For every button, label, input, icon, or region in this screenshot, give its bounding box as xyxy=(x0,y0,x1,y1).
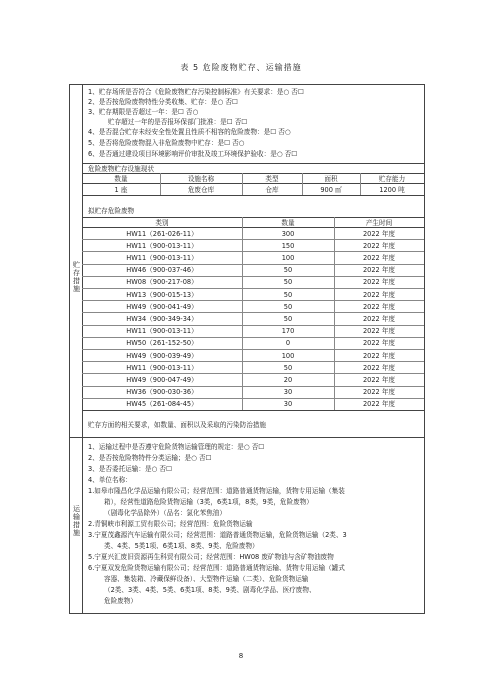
facility-header-type: 类型 xyxy=(265,175,279,183)
checklist-item: 2、是否按危险废物特性分类收集、贮存：是○ 否☐ xyxy=(88,98,238,106)
table-row-line xyxy=(82,264,424,265)
transport-item: 3、是否委托运输：是○ 否☐ xyxy=(88,465,172,473)
transport-company-line: 1.如皋市隆昌化学品运输有限公司；经营范围：道路普通货物运输，货物专用运输（集装 xyxy=(88,487,345,495)
checklist-item: 4、是否混合贮存未经安全性处置且性质不相容的危险废物：是☐ 否○ xyxy=(88,128,291,136)
transport-company-line: 3.宁夏茂鑫源汽车运输有限公司；经营范围：道路普通货物运输，危险货物运输（2类、3 xyxy=(88,531,347,539)
waste-header-category: 类别 xyxy=(155,219,169,227)
facility-heading-line xyxy=(82,173,424,174)
waste-header-top xyxy=(82,217,424,218)
facility-name: 危废仓库 xyxy=(187,186,215,194)
transport-company-line: （2类、3类、4类、5类、6类1项、8类、9类、剧毒化学品、医疗废物、 xyxy=(104,586,316,594)
transport-company-line: 5.宁夏兴汇废旧资源再生科贸有限公司；经营范围：HW08 废矿物油与含矿物油废物 xyxy=(88,553,334,561)
waste-category: HW08（900-217-08） xyxy=(126,278,198,287)
waste-time: 2022 年度 xyxy=(362,363,396,372)
transport-item: 4、单位名称： xyxy=(88,476,132,484)
waste-category: HW49（900-041-49） xyxy=(126,302,198,311)
facility-header-count: 数量 xyxy=(114,175,128,183)
transport-company-line: 容器、集装箱、冷藏保鲜设备）、大型物件运输（二类）、危险货物运输 xyxy=(104,575,309,583)
waste-quantity: 150 xyxy=(281,241,295,250)
table-row-line xyxy=(82,349,424,350)
facility-count: 1 座 xyxy=(114,186,128,194)
facility-heading: 危险废物贮存设施现状 xyxy=(88,165,154,173)
waste-category: HW11（261-026-11） xyxy=(126,229,198,238)
waste-category: HW34（900-349-34） xyxy=(126,314,198,323)
transport-item: 2、是否按危险物特件分类运输；是○ 否☐ xyxy=(88,454,212,462)
waste-time: 2022 年度 xyxy=(362,278,396,287)
waste-header-time: 产生时间 xyxy=(365,219,393,227)
facility-row-line xyxy=(82,195,424,196)
waste-quantity: 0 xyxy=(285,339,291,348)
facility-type: 仓库 xyxy=(265,186,279,194)
waste-time: 2022 年度 xyxy=(362,375,396,384)
facility-capacity: 1200 吨 xyxy=(379,186,405,194)
waste-time: 2022 年度 xyxy=(362,229,396,238)
transport-item: 1、运输过程中是否遵守危险货物运输管理的规定：是○ 否☐ xyxy=(88,443,265,451)
waste-time: 2022 年度 xyxy=(362,400,396,409)
checklist-item: 3、贮存期限是否超过一年：是☐ 否○ xyxy=(88,108,199,116)
waste-category: HW11（900-013-11） xyxy=(126,253,198,262)
transport-company-line: （剧毒化学品除外）（品名：氯化苯焦油） xyxy=(104,509,226,517)
waste-time: 2022 年度 xyxy=(362,290,396,299)
table-title: 表 5 危险废物贮存、运输措施 xyxy=(180,63,302,72)
waste-heading: 拟贮存危险废物 xyxy=(88,207,135,215)
table-row-line xyxy=(82,398,424,399)
waste-time: 2022 年度 xyxy=(362,351,396,360)
table-row-line xyxy=(82,312,424,313)
facility-header-capacity: 贮存能力 xyxy=(378,175,406,183)
table-row-line xyxy=(82,276,424,277)
waste-category: HW45（261-084-45） xyxy=(126,400,198,409)
waste-header-line xyxy=(82,227,424,228)
transport-company-line: 2.青铜峡市利源工贸有限公司；经营范围：危险货物运输 xyxy=(88,520,253,528)
waste-quantity: 30 xyxy=(283,388,293,397)
storage-transport-table xyxy=(69,84,425,614)
waste-quantity: 50 xyxy=(283,363,293,372)
waste-quantity: 50 xyxy=(283,290,293,299)
checklist-bottom-line xyxy=(82,163,424,164)
table-row-line xyxy=(82,386,424,387)
transport-company-line: 6.宁夏双发危险货物运输有限公司；经营范围：道路普通货物运输、货物专用运输（罐式 xyxy=(88,564,345,572)
waste-category: HW13（900-015-13） xyxy=(126,290,198,299)
facility-header-name: 设施名称 xyxy=(187,175,215,183)
waste-time: 2022 年度 xyxy=(362,253,396,262)
waste-category: HW11（900-013-11） xyxy=(126,241,198,250)
waste-quantity: 300 xyxy=(281,229,295,238)
table-row-line xyxy=(82,361,424,362)
waste-category: HW49（900-047-49） xyxy=(126,375,198,384)
waste-category: HW11（900-013-11） xyxy=(126,363,198,372)
transport-section-label: 运输措施 xyxy=(73,505,80,537)
waste-category: HW50（261-152-50） xyxy=(126,339,198,348)
waste-quantity: 50 xyxy=(283,266,293,275)
waste-category: HW11（900-013-11） xyxy=(126,327,198,336)
waste-time: 2022 年度 xyxy=(362,388,396,397)
waste-quantity: 50 xyxy=(283,302,293,311)
waste-time: 2022 年度 xyxy=(362,314,396,323)
table-row-line xyxy=(82,337,424,338)
storage-requirement-note: 贮存方面的相关要求，如数量、面积以及采取的污染防治措施 xyxy=(88,421,267,429)
table-row-line xyxy=(82,251,424,252)
waste-category: HW36（900-030-36） xyxy=(126,388,198,397)
waste-category: HW46（900-037-46） xyxy=(126,266,198,275)
table-row-line xyxy=(82,373,424,374)
waste-quantity: 170 xyxy=(281,327,295,336)
waste-time: 2022 年度 xyxy=(362,327,396,336)
facility-header-line xyxy=(82,183,424,184)
waste-time: 2022 年度 xyxy=(362,302,396,311)
waste-quantity: 30 xyxy=(283,400,293,409)
waste-quantity: 100 xyxy=(281,351,295,360)
table-row-line xyxy=(82,288,424,289)
waste-quantity: 50 xyxy=(283,314,293,323)
waste-quantity: 20 xyxy=(283,375,293,384)
waste-header-quantity: 数量 xyxy=(281,219,295,227)
facility-area: 900 ㎡ xyxy=(320,186,342,194)
waste-time: 2022 年度 xyxy=(362,339,396,348)
checklist-item: 6、是否通过建设项目环境影响评价审批及竣工环境保护验收：是○ 否☐ xyxy=(88,150,298,158)
waste-time: 2022 年度 xyxy=(362,266,396,275)
checklist-item: 5、是否将危险废物混入非危险废物中贮存：是☐ 否○ xyxy=(88,139,245,147)
transport-company-line: 危险废物） xyxy=(104,597,137,605)
table-row-line xyxy=(82,300,424,301)
waste-time: 2022 年度 xyxy=(362,241,396,250)
transport-company-line: 类、4类、5类1项、6类1项、8类、9类、危险废物） xyxy=(104,542,259,550)
waste-bottom-line xyxy=(82,410,424,411)
storage-section-label: 贮存措施 xyxy=(73,261,80,293)
table-row-line xyxy=(82,325,424,326)
checklist-item: 1、贮存场所是否符合《危险废物贮存污染控制标准》有关要求：是○ 否☐ xyxy=(88,88,304,96)
facility-header-area: 面积 xyxy=(324,175,338,183)
page-number: 8 xyxy=(238,652,244,660)
table-row-line xyxy=(82,239,424,240)
waste-quantity: 100 xyxy=(281,253,295,262)
transport-company-line: 箱），经营性道路危险货物运输（3类，6类1项，8类，9类，危险废物） xyxy=(104,498,313,506)
checklist-item: 贮存超过一年的是否报环保部门批准：是☐ 否☐ xyxy=(108,118,248,126)
section-divider xyxy=(70,437,424,438)
waste-category: HW49（900-039-49） xyxy=(126,351,198,360)
waste-quantity: 50 xyxy=(283,278,293,287)
